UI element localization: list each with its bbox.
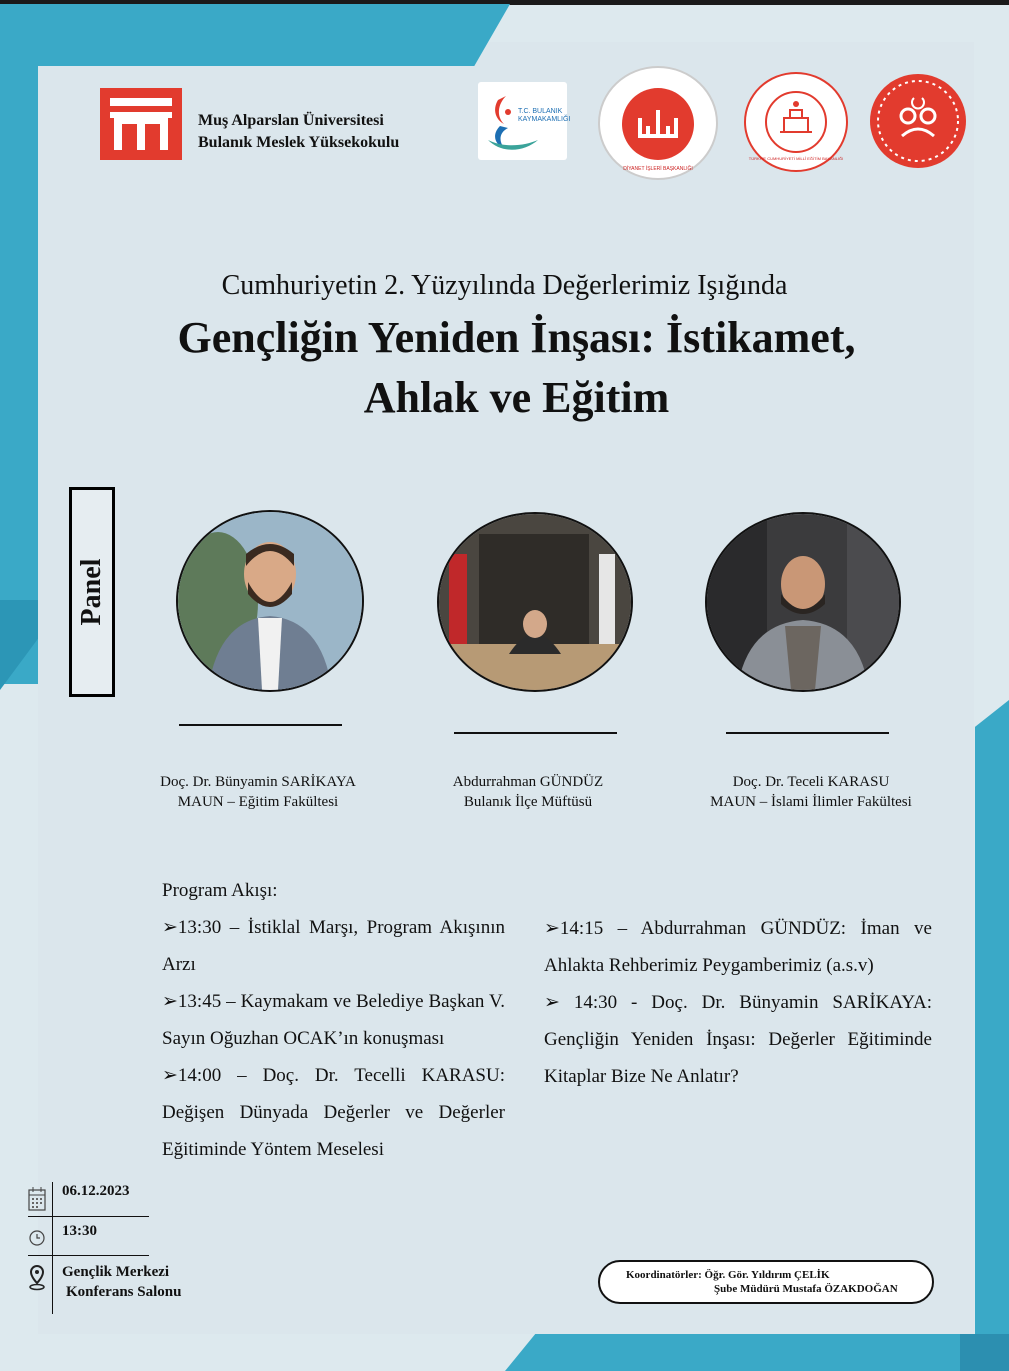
coordinators-line-1: Koordinatörler: Öğr. Gör. Yıldırım ÇELİK <box>626 1269 830 1281</box>
panel-label-box <box>69 487 115 697</box>
right-accent-band <box>975 700 1009 1371</box>
university-name <box>198 110 399 154</box>
diyanet-seal-text: DİYANET İŞLERİ BAŞKANLIĞI <box>623 166 693 172</box>
speaker-1-name: Doç. Dr. Bünyamin SARİKAYA <box>160 774 356 790</box>
program-item: ➢ 14:30 - Doç. Dr. Bünyamin SARİKAYA: Gençliğin Yeniden İnşası: Değerler Eğitiminde Kitaplar Bize Ne Anlatır? <box>544 992 932 1087</box>
meb-seal-text: TÜRKİYE CUMHURİYETİ MİLLÎ EĞİTİM BAKANLIĞI <box>748 156 844 161</box>
kaymakamlik-logo-text: T.C. BULANIK KAYMAKAMLIĞI <box>518 108 571 123</box>
program-item: ➢13:45 – Kaymakam ve Belediye Başkan V. Sayın Oğuzhan OCAK’ın konuşması <box>162 991 505 1049</box>
speaker-2-portrait-icon <box>439 514 631 690</box>
coordinators-line-2: Şube Müdürü Mustafa ÖZAKDOĞAN <box>714 1283 898 1295</box>
calendar-icon <box>28 1186 46 1212</box>
genclik-spor-logo <box>870 74 966 168</box>
meb-seal <box>744 72 848 172</box>
speaker-photo-2 <box>437 512 633 692</box>
speaker-photo-1 <box>176 510 364 692</box>
event-title-line-2: Ahlak ve Eğitim <box>363 373 670 422</box>
top-accent-band <box>0 4 510 66</box>
speaker-divider-1 <box>179 724 342 726</box>
speaker-1-affiliation: MAUN – Eğitim Fakültesi <box>177 794 339 810</box>
speaker-3-name: Doç. Dr. Teceli KARASU <box>732 774 890 790</box>
maun-logo <box>100 88 182 160</box>
venue-line-1: Gençlik Merkezi <box>62 1264 170 1280</box>
info-vertical-divider <box>52 1182 53 1314</box>
program-right-column <box>544 910 932 1095</box>
event-title-line-1: Gençliğin Yeniden İnşası: İstikamet, <box>177 313 856 362</box>
program-item: ➢13:30 – İstiklal Marşı, Program Akışının Arzı <box>162 917 505 975</box>
speaker-photo-3 <box>705 512 901 692</box>
location-pin-icon <box>28 1264 46 1292</box>
university-line-2: Bulanık Meslek Yüksekokulu <box>198 134 400 151</box>
program-item: ➢14:00 – Doç. Dr. Tecelli KARASU: Değişen Dünyada Değerler ve Değerler Eğitiminde Yöntem Meselesi <box>162 1065 505 1160</box>
bottom-accent-band <box>505 1334 1009 1371</box>
date-underline <box>28 1216 149 1217</box>
university-line-1: Muş Alparslan Üniversitesi <box>198 112 384 129</box>
diyanet-emblem-icon <box>622 88 694 160</box>
event-time: 13:30 <box>62 1223 97 1239</box>
coordinators-box <box>598 1260 934 1304</box>
event-venue <box>62 1262 181 1302</box>
speaker-3-caption <box>680 772 942 812</box>
clock-icon <box>28 1228 46 1248</box>
kaymakamlik-logo <box>478 82 571 160</box>
event-subtitle: Cumhuriyetin 2. Yüzyılında Değerlerimiz Işığında <box>221 270 788 301</box>
venue-line-2: Konferans Salonu <box>66 1284 182 1300</box>
speaker-3-affiliation: MAUN – İslami İlimler Fakültesi <box>710 794 912 810</box>
event-date: 06.12.2023 <box>62 1183 130 1199</box>
speaker-1-caption <box>132 772 384 812</box>
time-underline <box>28 1255 149 1256</box>
speaker-1-portrait-icon <box>178 512 362 690</box>
speaker-2-caption <box>412 772 644 812</box>
genclik-emblem-icon <box>870 74 966 168</box>
speaker-2-name: Abdurrahman GÜNDÜZ <box>452 774 604 790</box>
program-item: ➢14:15 – Abdurrahman GÜNDÜZ: İman ve Ahlakta Rehberimiz Peygamberimiz (a.s.v) <box>544 918 932 976</box>
panel-label: Panel <box>76 558 107 626</box>
program-heading: Program Akışı: <box>162 880 278 901</box>
speaker-divider-3 <box>726 732 889 734</box>
program-left-column <box>162 872 505 1168</box>
speaker-2-affiliation: Bulanık İlçe Müftüsü <box>463 794 593 810</box>
speaker-divider-2 <box>454 732 617 734</box>
bottom-accent-shade <box>960 1334 1009 1371</box>
speaker-3-portrait-icon <box>707 514 899 690</box>
diyanet-seal <box>598 66 718 180</box>
